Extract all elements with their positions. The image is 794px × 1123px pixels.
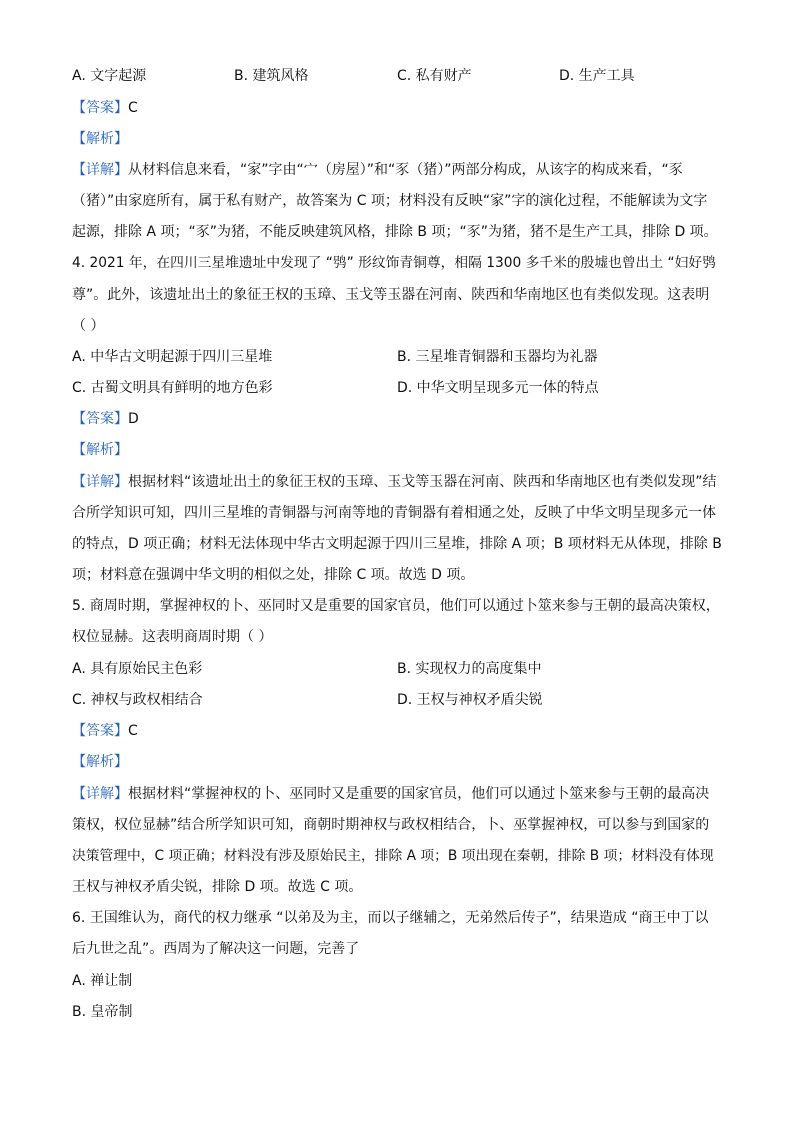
q6-stem-line: 后九世之乱”。西周为了解决这一问题，完善了 xyxy=(72,941,360,957)
detail-tag: 【详解】 xyxy=(72,474,128,490)
q3-detail-line xyxy=(72,160,722,180)
detail-tag: 【详解】 xyxy=(72,786,128,802)
q3-answer xyxy=(72,98,722,118)
answer-tag: 【答案】 xyxy=(72,100,128,116)
analysis-tag: 【解析】 xyxy=(72,754,128,770)
q6-option-a: A. 禅让制 xyxy=(72,973,133,989)
q5-detail-line: 王权与神权矛盾尖锐，排除 D 项。故选 C 项。 xyxy=(72,879,363,895)
q3-option-a: A. 文字起源 xyxy=(72,68,147,84)
detail-text: 根据材料“掌握神权的卜、巫同时又是重要的国家官员，他们可以通过卜筮来参与王朝的最高决 xyxy=(128,786,710,802)
q4-stem-line: 尊”。此外，该遗址出土的象征王权的玉璋、玉戈等玉器在河南、陕西和华南地区也有类似发现。这表明 xyxy=(72,287,710,303)
q5-option-c: C. 神权与政权相结合 xyxy=(72,692,203,708)
detail-text: 根据材料“该遗址出土的象征王权的玉璋、玉戈等玉器在河南、陕西和华南地区也有类似发现”结 xyxy=(128,474,717,490)
q4-detail-line xyxy=(72,472,722,492)
q5-option-b: B. 实现权力的高度集中 xyxy=(397,661,542,677)
analysis-tag: 【解析】 xyxy=(72,131,128,147)
q5-detail-line: 策权，权位显赫”结合所学知识可知，商朝时期神权与政权相结合，卜、巫掌握神权，可以参与到国家的 xyxy=(72,817,710,833)
answer-value: C xyxy=(128,723,138,739)
q3-option-c: C. 私有财产 xyxy=(397,68,472,84)
q5-option-d: D. 王权与神权矛盾尖锐 xyxy=(397,692,543,708)
q3-detail-line: （猪）”由家庭所有，属于私有财产，故答案为 C 项；材料没有反映“家”字的演化过程，不能解读为文字 xyxy=(72,193,708,209)
q5-answer xyxy=(72,721,722,741)
q5-stem-line: 权位显赫。这表明商周时期（ ） xyxy=(72,629,273,645)
q4-detail-line: 合所学知识可知，四川三星堆的青铜器与河南等地的青铜器有着相通之处，反映了中华文明呈现多元一体 xyxy=(72,505,716,521)
q5-detail-line xyxy=(72,784,722,804)
q4-stem-line: （ ） xyxy=(72,318,105,334)
q4-stem-line: 4. 2021 年，在四川三星堆遗址中发现了 “鸮” 形纹饰青铜尊，相隔 1300 多千米的殷墟也曾出土 “妇好鸮 xyxy=(72,255,716,271)
q5-analysis-tag xyxy=(72,752,722,772)
q5-stem-line: 5. 商周时期，掌握神权的卜、巫同时又是重要的国家官员，他们可以通过卜筮来参与王朝的最高决策权， xyxy=(72,598,720,614)
q4-analysis-tag xyxy=(72,440,722,460)
q3-option-b: B. 建筑风格 xyxy=(234,68,309,84)
q4-option-a: A. 中华古文明起源于四川三星堆 xyxy=(72,349,273,365)
answer-tag: 【答案】 xyxy=(72,723,128,739)
q4-option-d: D. 中华文明呈现多元一体的特点 xyxy=(397,380,599,396)
answer-value: D xyxy=(128,411,139,427)
answer-value: C xyxy=(128,100,138,116)
q4-option-b: B. 三星堆青铜器和玉器均为礼器 xyxy=(397,349,598,365)
q5-option-a: A. 具有原始民主色彩 xyxy=(72,661,203,677)
detail-text: 从材料信息来看，“家”字由“宀（房屋）”和“豕（猪）”两部分构成，从该字的构成来看，“豕 xyxy=(128,162,683,178)
q4-option-c: C. 古蜀文明具有鲜明的地方色彩 xyxy=(72,380,273,396)
q4-detail-line: 项；材料意在强调中华文明的相似之处，排除 C 项。故选 D 项。 xyxy=(72,567,475,583)
q5-detail-line: 决策管理中，C 项正确；材料没有涉及原始民主，排除 A 项；B 项出现在秦朝，排除 B 项；材料没有体现 xyxy=(72,848,714,864)
detail-tag: 【详解】 xyxy=(72,162,128,178)
q6-stem-line: 6. 王国维认为，商代的权力继承 “以弟及为主，而以子继辅之，无弟然后传子”，结果造成 “商王中丁以 xyxy=(72,910,709,926)
q3-option-d: D. 生产工具 xyxy=(559,68,635,84)
q4-answer xyxy=(72,409,722,429)
q3-analysis-tag xyxy=(72,129,722,149)
q4-detail-line: 的特点，D 项正确；材料无法体现中华古文明起源于四川三星堆，排除 A 项；B 项材料无从体现，排除 B xyxy=(72,536,722,552)
q3-detail-line: 起源，排除 A 项；“豕”为猪，不能反映建筑风格，排除 B 项；“豕”为猪，猪不是生产工具，排除 D 项。 xyxy=(72,224,718,240)
analysis-tag: 【解析】 xyxy=(72,442,128,458)
q6-option-b: B. 皇帝制 xyxy=(72,1004,133,1020)
answer-tag: 【答案】 xyxy=(72,411,128,427)
